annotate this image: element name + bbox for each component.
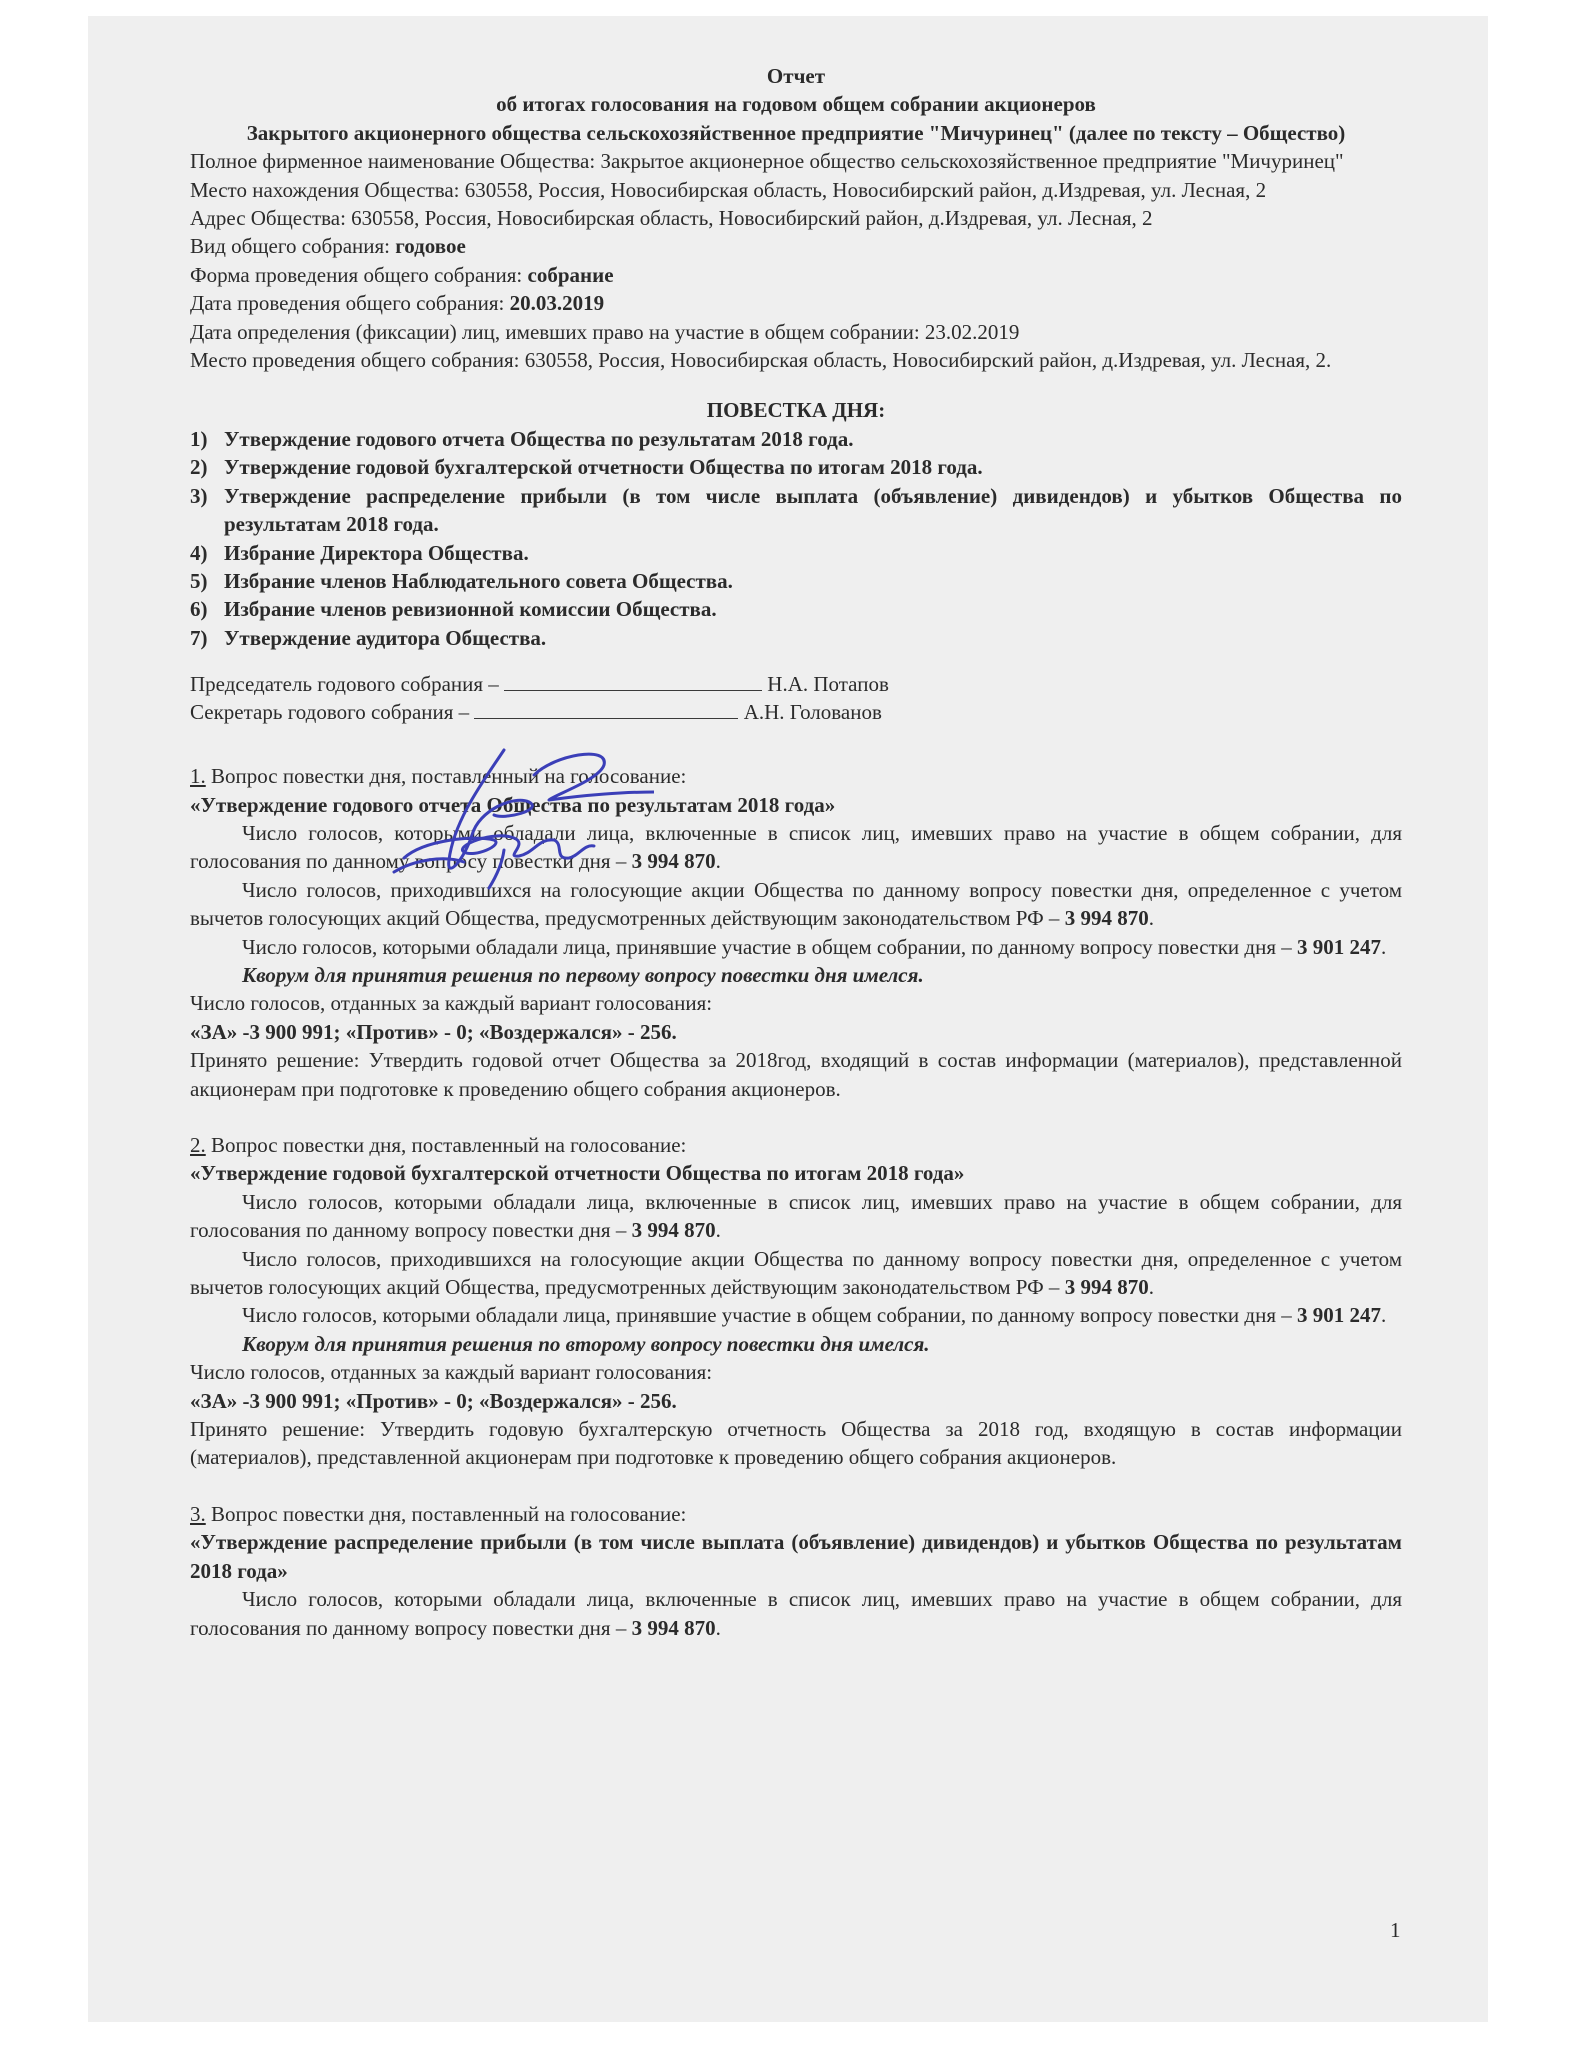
- full-name-line: Полное фирменное наименование Общества: Закрытое акционерное общество сельскохозяйственное предприятие "Мичуринец": [190, 149, 1344, 174]
- agenda-item: 3) Утверждение распределение прибыли (в том числе выплата (объявление) дивидендов) и убытков Общества по результатам 2018 года.: [190, 483, 1402, 537]
- page-number: 1: [1390, 1918, 1401, 1942]
- report-header: [190, 62, 1402, 147]
- venue-line: Место проведения общего собрания: 630558, Россия, Новосибирская область, Новосибирский район, д.Издревая, ул. Лесная, 2.: [190, 348, 1332, 373]
- question-2: [190, 1131, 1402, 1472]
- decision-paragraph: Принято решение: Утвердить годовую бухгалтерскую отчетность Общества за 2018 год, входящую в состав информации (материалов), представленной акционерам при подготовке к проведению общего собрания акционеров.: [190, 1417, 1402, 1470]
- votes-participated-paragraph: Число голосов, которыми обладали лица, принявшие участие в общем собрании, по данному вопросу повестки дня – 3 901 247.: [242, 934, 1387, 959]
- meeting-kind-line: Вид общего собрания: годовое: [190, 234, 466, 259]
- agenda-item: 7) Утверждение аудитора Общества.: [190, 625, 547, 650]
- votes-eligible-paragraph: Число голосов, которыми обладали лица, включенные в список лиц, имевших право на участие в общем собрании, для голосования по данному вопросу повестки дня – 3 994 870.: [190, 1189, 1402, 1243]
- report-subtitle: об итогах голосования на годовом общем собрании акционеров: [496, 92, 1096, 117]
- agenda-item: 5) Избрание членов Наблюдательного совета Общества.: [190, 568, 733, 593]
- location-line: Место нахождения Общества: 630558, Россия, Новосибирская область, Новосибирский район, д.Издревая, ул. Лесная, 2: [190, 177, 1267, 202]
- quorum-line: Кворум для принятия решения по второму вопросу повестки дня имелся.: [242, 1331, 930, 1356]
- report-title: Отчет: [766, 64, 826, 88]
- decision-paragraph: Принято решение: Утвердить годовой отчет Общества за 2018год, входящий в состав информации (материалов), представленной акционерам при подготовке к проведению общего собрания акционеров.: [190, 1048, 1402, 1101]
- votes-shares-paragraph: Число голосов, приходившихся на голосующие акции Общества по данному вопросу повестки дня, определенное с учетом вычетов голосующих акций Общества, предусмотренных действующим законодательством РФ – 3 994 870.: [190, 877, 1402, 931]
- record-date-line: Дата определения (фиксации) лиц, имевших право на участие в общем собрании: 23.02.2019: [190, 319, 1020, 344]
- agenda-item: 2) Утверждение годовой бухгалтерской отчетности Общества по итогам 2018 года.: [190, 455, 983, 480]
- votes-eligible-paragraph: Число голосов, которыми обладали лица, включенные в список лиц, имевших право на участие в общем собрании, для голосования по данному вопросу повестки дня – 3 994 870.: [190, 1587, 1402, 1640]
- meeting-date-line: Дата проведения общего собрания: 20.03.2019: [190, 291, 605, 316]
- meeting-form-line: Форма проведения общего собрания: собрание: [190, 262, 614, 287]
- company-name: Закрытого акционерного общества сельскохозяйственное предприятие "Мичуринец" (далее по тексту – Общество): [246, 120, 1346, 145]
- question-intro: 3. Вопрос повестки дня, поставленный на голосование:: [190, 1501, 687, 1526]
- handwritten-signature-image: [354, 740, 654, 890]
- signature-block: [190, 670, 1402, 740]
- votes-result: «ЗА» -3 900 991; «Против» - 0; «Воздержался» - 256.: [190, 1388, 677, 1413]
- secretary-signature-line: Секретарь годового собрания – А.Н. Голованов: [190, 700, 882, 725]
- secretary-signature-underline: [474, 700, 738, 719]
- chair-signature-line: Председатель годового собрания – Н.А. Потапов: [190, 672, 889, 697]
- agenda-title: ПОВЕСТКА ДНЯ:: [706, 398, 886, 423]
- meeting-info: [190, 147, 1402, 374]
- question-title: «Утверждение распределение прибыли (в том числе выплата (объявление) дивидендов) и убытков Общества по результатам 2018 года»: [190, 1530, 1402, 1583]
- question-title: «Утверждение годового отчета Общества по результатам 2018 года»: [190, 792, 836, 817]
- votes-eligible-paragraph: Число голосов, которыми обладали лица, включенные в список лиц, имевших право на участие в общем собрании, для голосования по данному вопросу повестки дня – 3 994 870.: [190, 820, 1402, 874]
- votes-label: Число голосов, отданных за каждый вариант голосования:: [190, 991, 713, 1016]
- votes-label: Число голосов, отданных за каждый вариант голосования:: [190, 1360, 713, 1385]
- votes-participated-paragraph: Число голосов, которыми обладали лица, принявшие участие в общем собрании, по данному вопросу повестки дня – 3 901 247.: [242, 1303, 1387, 1328]
- agenda-item: 1) Утверждение годового отчета Общества по результатам 2018 года.: [190, 426, 854, 451]
- votes-result: «ЗА» -3 900 991; «Против» - 0; «Воздержался» - 256.: [190, 1019, 677, 1044]
- question-title: «Утверждение годовой бухгалтерской отчетности Общества по итогам 2018 года»: [190, 1161, 965, 1186]
- votes-shares-paragraph: Число голосов, приходившихся на голосующие акции Общества по данному вопросу повестки дня, определенное с учетом вычетов голосующих акций Общества, предусмотренных действующим законодательством РФ – 3 994 870.: [190, 1246, 1402, 1300]
- question-3: [190, 1500, 1402, 1642]
- agenda-list: [190, 425, 1402, 652]
- chair-signature-underline: [504, 672, 762, 691]
- address-line: Адрес Общества: 630558, Россия, Новосибирская область, Новосибирский район, д.Издревая, ул. Лесная, 2: [190, 206, 1153, 231]
- quorum-line: Кворум для принятия решения по первому вопросу повестки дня имелся.: [242, 962, 924, 987]
- question-intro: 2. Вопрос повестки дня, поставленный на голосование:: [190, 1133, 687, 1157]
- question-intro: 1. Вопрос повестки дня, поставленный на голосование:: [190, 764, 687, 789]
- agenda-item: 4) Избрание Директора Общества.: [190, 540, 529, 565]
- agenda-item: 6) Избрание членов ревизионной комиссии Общества.: [190, 597, 717, 622]
